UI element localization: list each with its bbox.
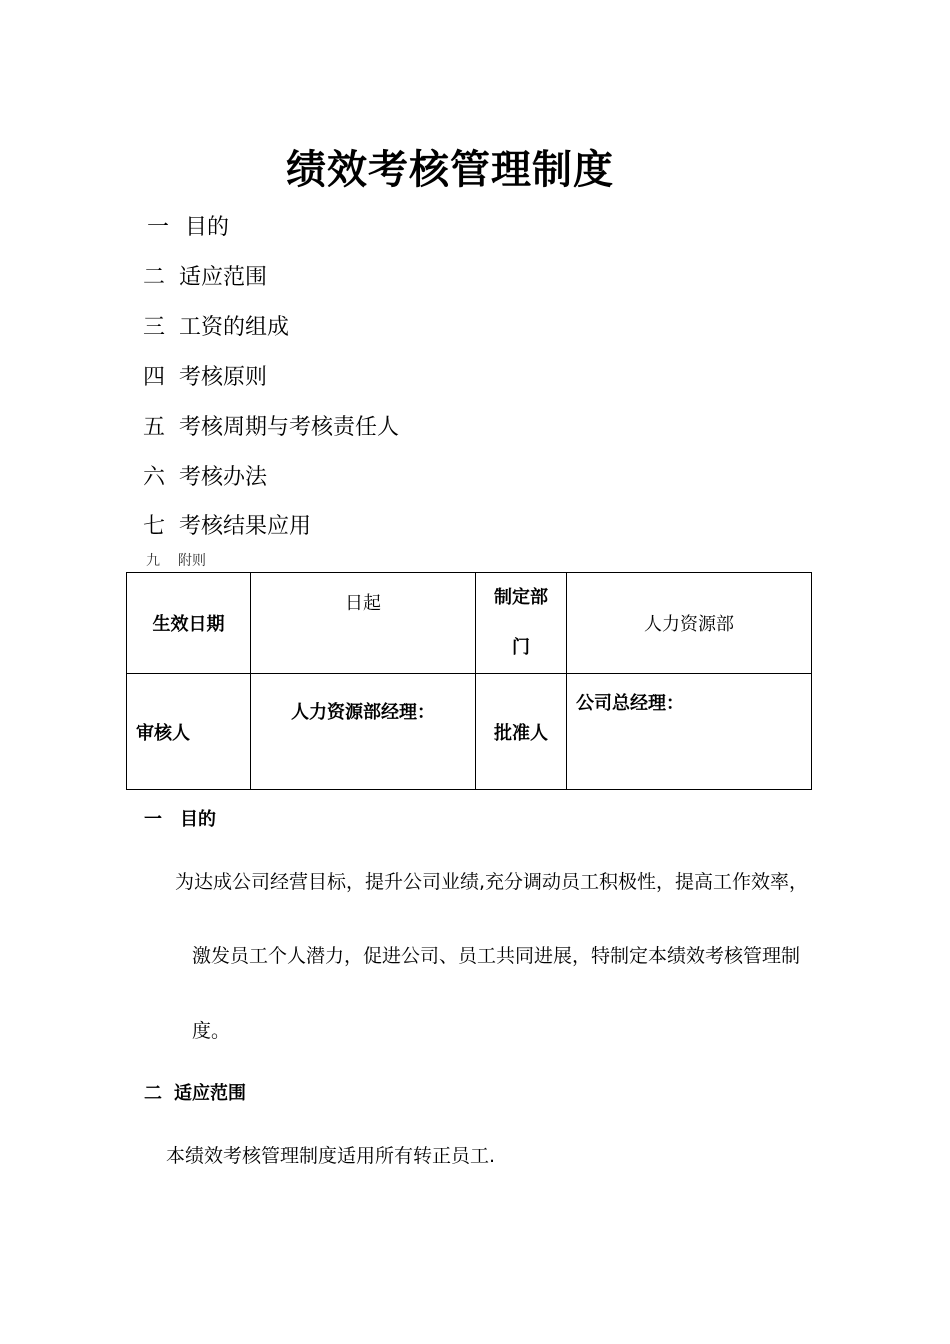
toc-label: 考核周期与考核责任人 [179,415,400,440]
effective-date-value: 日起 [251,573,476,674]
section-title: 目的 [180,809,216,830]
section-number: 二 [144,1083,162,1104]
toc-label: 考核结果应用 [179,514,312,539]
toc-item [143,460,267,491]
section-heading [144,805,216,831]
toc-item [143,260,267,291]
section-title: 适应范围 [174,1083,246,1104]
toc-item [143,210,229,241]
document-info-table [126,572,812,790]
table-row [127,674,812,790]
section-number: 一 [144,809,162,830]
toc-label: 工资的组成 [179,315,290,340]
toc-item [143,310,289,341]
toc-number: 二 [143,265,166,290]
reviewer-label: 审核人 [127,674,251,790]
dept-label-line1: 制定部 [494,587,548,608]
toc-label: 考核原则 [179,365,268,390]
toc-label: 目的 [185,215,230,240]
document-title: 绩效考核管理制度 [286,147,614,193]
section-heading [144,1079,246,1105]
approver-value: 公司总经理： [567,674,812,790]
toc-label: 考核办法 [179,465,268,490]
reviewer-value: 人力资源部经理： [251,674,476,790]
toc-number: 一 [147,215,170,240]
paragraph-line: 本绩效考核管理制度适用所有转正员工. [166,1145,496,1167]
approver-label: 批准人 [476,674,567,790]
paragraph-line: 为达成公司经营目标，提升公司业绩,充分调动员工积极性，提高工作效率， [175,871,809,893]
toc-item [143,509,311,540]
toc-item-appendix [146,550,206,570]
paragraph-line: 度。 [192,1020,231,1042]
dept-label-line2: 门 [512,637,530,658]
dept-value: 人力资源部 [567,573,812,674]
toc-label: 附则 [178,553,206,569]
effective-date-label: 生效日期 [127,573,251,674]
table-row [127,573,812,674]
toc-label: 适应范围 [179,265,268,290]
toc-number: 四 [143,365,166,390]
paragraph-line: 激发员工个人潜力，促进公司、员工共同进展，特制定本绩效考核管理制 [192,945,801,967]
toc-number: 九 [146,553,160,569]
toc-number: 七 [143,514,166,539]
toc-number: 五 [143,415,166,440]
toc-item [143,410,399,441]
toc-number: 六 [143,465,166,490]
toc-item [143,360,267,391]
dept-label [476,573,567,674]
toc-number: 三 [143,315,166,340]
